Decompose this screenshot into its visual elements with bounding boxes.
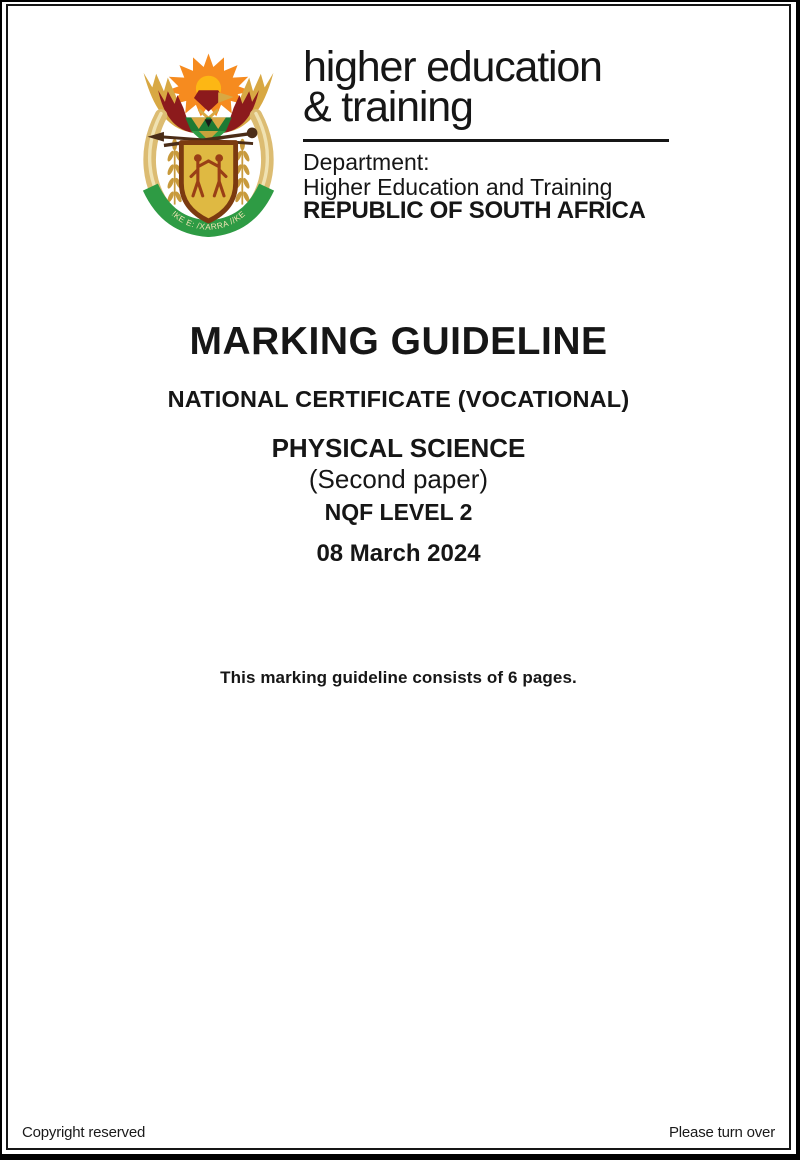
subject-name: PHYSICAL SCIENCE xyxy=(271,433,526,463)
copyright-text: Copyright reserved xyxy=(22,1124,146,1141)
country-name: REPUBLIC OF SOUTH AFRICA xyxy=(303,197,646,224)
pages-note: This marking guideline consists of 6 pages. xyxy=(220,668,577,687)
wordmark-line2: & training xyxy=(303,83,473,131)
coat-of-arms-emblem xyxy=(131,46,286,243)
page-border xyxy=(6,4,791,1150)
letterhead xyxy=(131,43,669,243)
exam-date: 08 March 2024 xyxy=(316,540,481,567)
brand-divider xyxy=(303,139,669,142)
brand-block xyxy=(303,43,669,243)
page-footer xyxy=(22,1124,775,1141)
page-title: MARKING GUIDELINE xyxy=(189,320,608,363)
subject-block xyxy=(8,433,789,525)
wordmark-line1: higher education xyxy=(303,43,602,91)
department-label: Department: xyxy=(303,149,430,175)
motto-text: !KE E: /XARRA //KE xyxy=(169,209,248,232)
turn-over-text: Please turn over xyxy=(668,1124,775,1141)
shield-icon xyxy=(181,143,235,221)
paper-name: (Second paper) xyxy=(308,464,489,494)
certificate-subtitle: NATIONAL CERTIFICATE (VOCATIONAL) xyxy=(167,386,630,412)
department-name: Higher Education and Training xyxy=(303,173,613,200)
document-page xyxy=(2,2,796,1154)
nqf-level: NQF LEVEL 2 xyxy=(324,499,473,525)
